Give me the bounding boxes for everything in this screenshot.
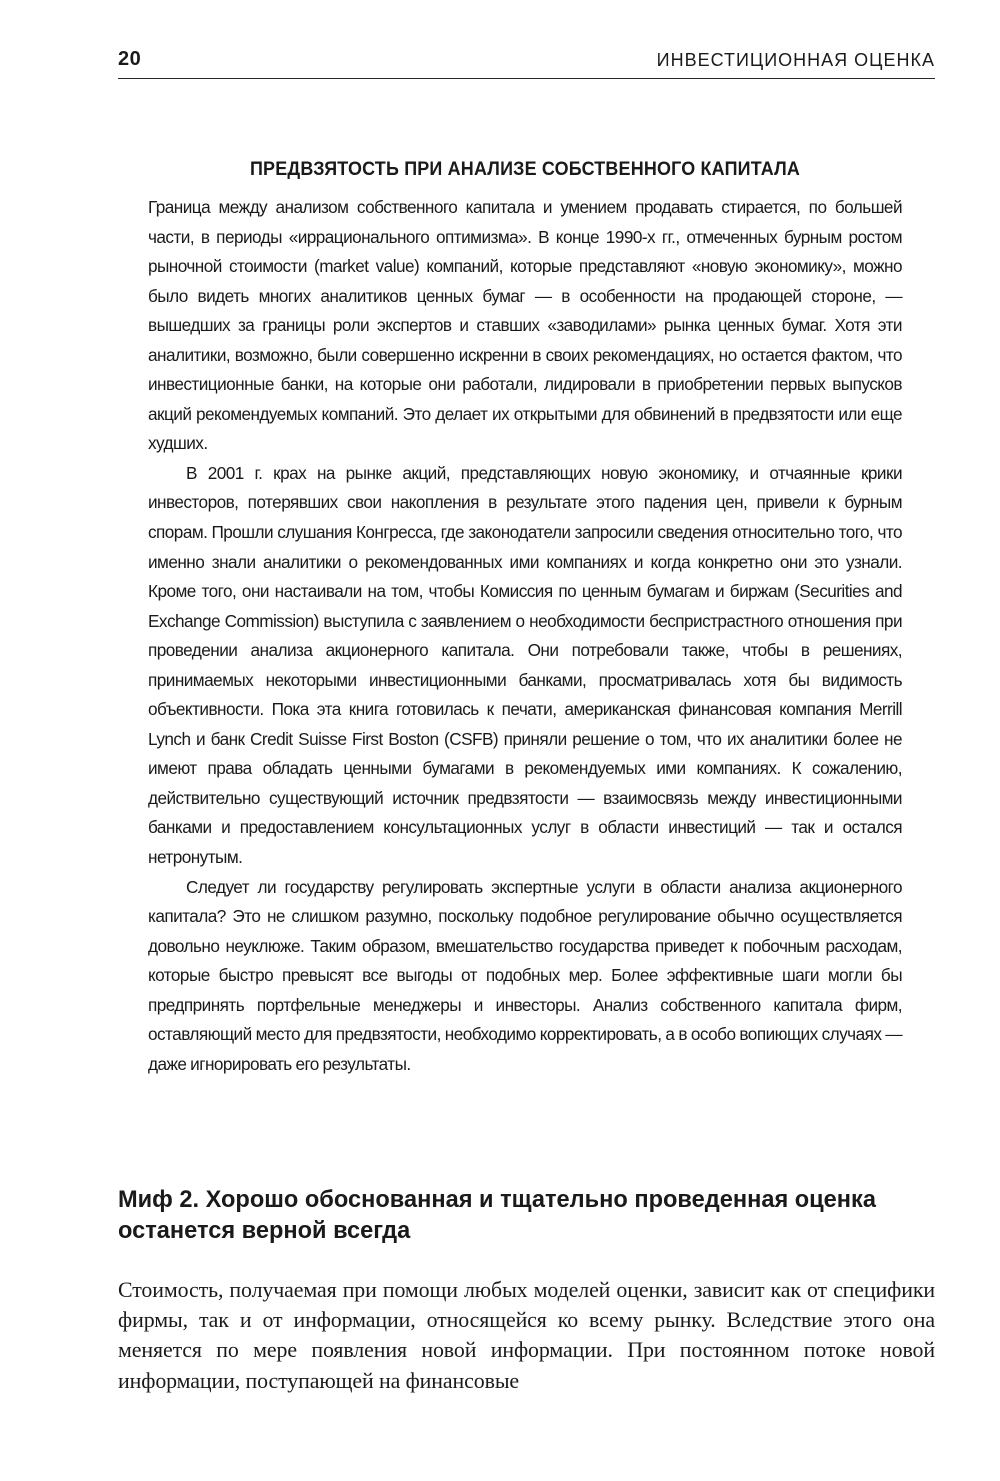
body-paragraph: Стоимость, получаемая при помощи любых моделей оценки, зависит как от специфики фирмы, так и от информации, относящейся ко всему рынку. Вследствие этого она меняется по мере появления новой информации. При постоянном потоке новой информации, поступающей на финансовые — [118, 1277, 935, 1393]
sidebar-paragraph-2: В 2001 г. крах на рынке акций, представляющих новую экономику, и отчаянные крики инвесторов, потерявших свои накопления в результате этого падения цен, привели к бурным спорам. Прошли слушания Конгресса, где законодатели запросили сведения относительно того, что именно знали аналитики о рекомендованных ими компаниях и когда конкретно они это узнали. Кроме того, они настаивали на том, чтобы Комиссия по ценным бумагам и биржам (Securities and Exchange Commission) выступила с заявлением о необходимости беспристрастного отношения при проведении анализа акционерного капитала. Они потребовали также, чтобы в решениях, принимаемых некоторыми инвестиционными банками, просматривалась хотя бы видимость объективности. Пока эта книга готовилась к печати, американская финансовая компания Merrill Lynch и банк Credit Suisse First Boston (CSFB) приняли решение о том, что их аналитики более не имеют права обладать ценными бумагами в рекомендуемых ими компаниях. К сожалению, действительно существующий источник предвзятости — взаимосвязь между инвестиционными банками и предоставлением консультационных услуг в области инвестиций — так и остался нетронутым. — [148, 462, 902, 868]
running-title: ИНВЕСТИЦИОННАЯ ОЦЕНКА — [656, 50, 935, 70]
sidebar-paragraph-3: Следует ли государству регулировать экспертные услуги в области анализа акционерного капитала? Это не слишком разумно, поскольку подобное регулирование обычно осуществляется довольно неуклюже. Таким образом, вмешательство государства приведет к побочным расходам, которые быстро превысят все выгоды от подобных мер. Более эффективные шаги могли бы предпринять портфельные менеджеры и инвесторы. Анализ собственного капитала фирм, оставляющий место для предвзятости, необходимо корректировать, а в особо вопиющих случаях — даже игнорировать его результаты. — [148, 876, 902, 1074]
page-number: 20 — [118, 48, 142, 70]
page-header — [118, 44, 935, 79]
sidebar-title: ПРЕДВЗЯТОСТЬ ПРИ АНАЛИЗЕ СОБСТВЕННОГО КАПИТАЛА — [249, 158, 801, 180]
section-heading: Миф 2. Хорошо обоснованная и тщательно проведенная оценка останется верной всегда — [118, 1187, 876, 1244]
sidebar-box — [148, 158, 902, 1079]
sidebar-paragraph-1: Граница между анализом собственного капитала и умением продавать стирается, по большей части, в периоды «иррационального оптимизма». В конце 1990-х гг., отмеченных бурным ростом рыночной стоимости (market value) компаний, которые представляют «новую экономику», можно было видеть многих аналитиков ценных бумаг — в особенности на продающей стороне, — вышедших за границы роли экспертов и ставших «заводилами» рынка ценных бумаг. Хотя эти аналитики, возможно, были совершенно искренни в своих рекомендациях, но остается фактом, что инвестиционные банки, на которые они работали, лидировали в приобретении первых выпусков акций рекомендуемых компаний. Это делает их открытыми для обвинений в предвзятости или еще худших. — [148, 197, 902, 454]
